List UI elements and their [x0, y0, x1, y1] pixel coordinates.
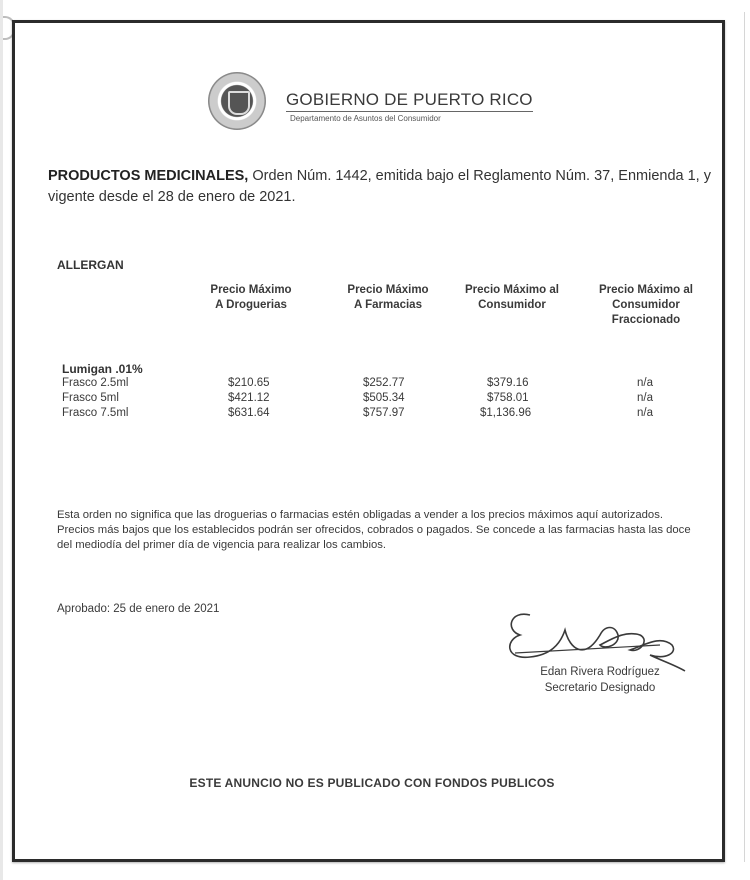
column-header-line: A Farmacias: [354, 299, 422, 311]
product-name: Lumigan .01%: [62, 362, 143, 376]
column-header-farmacias: [330, 283, 446, 313]
column-header-line: Precio Máximo: [210, 284, 292, 296]
column-header-line: A Droguerias: [215, 299, 287, 311]
disclaimer-paragraph: Esta orden no significa que las droguerias o farmacias estén obligadas a vender a los precios máximos aquí autorizados. Precios más bajos que los establecidos podrán ser ofrecidos, cobrados o pagados. Se concede a las farmacias hasta las doce del mediodía del primer día de vigencia para realizar los cambios.: [57, 509, 691, 551]
left-edge: [0, 0, 3, 880]
approval-date: Aprobado: 25 de enero de 2021: [57, 603, 220, 615]
government-seal-icon: [208, 72, 266, 130]
column-header-line: Fraccionado: [611, 314, 681, 326]
seal-shield-icon: [228, 91, 250, 115]
signer-name: Edan Rivera Rodríguez: [540, 666, 660, 678]
consumidor-price: $379.16: [487, 377, 529, 389]
farmacias-price: $505.34: [363, 392, 405, 404]
table-row: [0, 407, 750, 421]
order-category: PRODUCTOS MEDICINALES,: [48, 168, 249, 184]
column-header-line: Precio Máximo al: [599, 284, 693, 296]
fraccionado-price: n/a: [637, 377, 653, 389]
table-row: [0, 392, 750, 406]
signer-title: Secretario Designado: [544, 682, 656, 694]
item-cell: Frasco 7.5ml: [62, 407, 129, 419]
column-header-line: Consumidor: [478, 299, 546, 311]
consumidor-price: $1,136.96: [480, 407, 532, 419]
signature-icon: [500, 605, 690, 675]
funding-notice: ESTE ANUNCIO NO ES PUBLICADO CON FONDOS PUBLICOS: [189, 776, 555, 790]
column-header-droguerias: [196, 283, 306, 313]
fraccionado-price: n/a: [637, 407, 653, 419]
consumidor-price: $758.01: [487, 392, 529, 404]
farmacias-price: $757.97: [363, 407, 405, 419]
fraccionado-price: n/a: [637, 392, 653, 404]
item-cell: Frasco 2.5ml: [62, 377, 129, 389]
column-header-line: Precio Máximo al: [465, 284, 559, 296]
column-header-consumidor: [450, 283, 574, 313]
farmacias-price: $252.77: [363, 377, 405, 389]
droguerias-price: $210.65: [228, 377, 270, 389]
column-header-fraccionado: [584, 283, 708, 328]
government-title: GOBIERNO DE PUERTO RICO: [286, 90, 533, 112]
column-header-line: Consumidor: [612, 299, 680, 311]
department-subtitle: Departamento de Asuntos del Consumidor: [290, 114, 441, 123]
order-details: Orden Núm. 1442, emitida bajo el Reglamento Núm. 37, Enmienda 1, y vigente desde el 28 de enero de 2021.: [48, 168, 711, 205]
table-row: [0, 377, 750, 391]
item-cell: Frasco 5ml: [62, 392, 119, 404]
company-name: ALLERGAN: [57, 258, 124, 272]
right-edge: [744, 12, 745, 862]
droguerias-price: $631.64: [228, 407, 270, 419]
letterhead: [208, 72, 538, 132]
order-intro: [48, 166, 728, 208]
droguerias-price: $421.12: [228, 392, 270, 404]
document-frame: [12, 20, 725, 862]
column-header-line: Precio Máximo: [347, 284, 429, 296]
